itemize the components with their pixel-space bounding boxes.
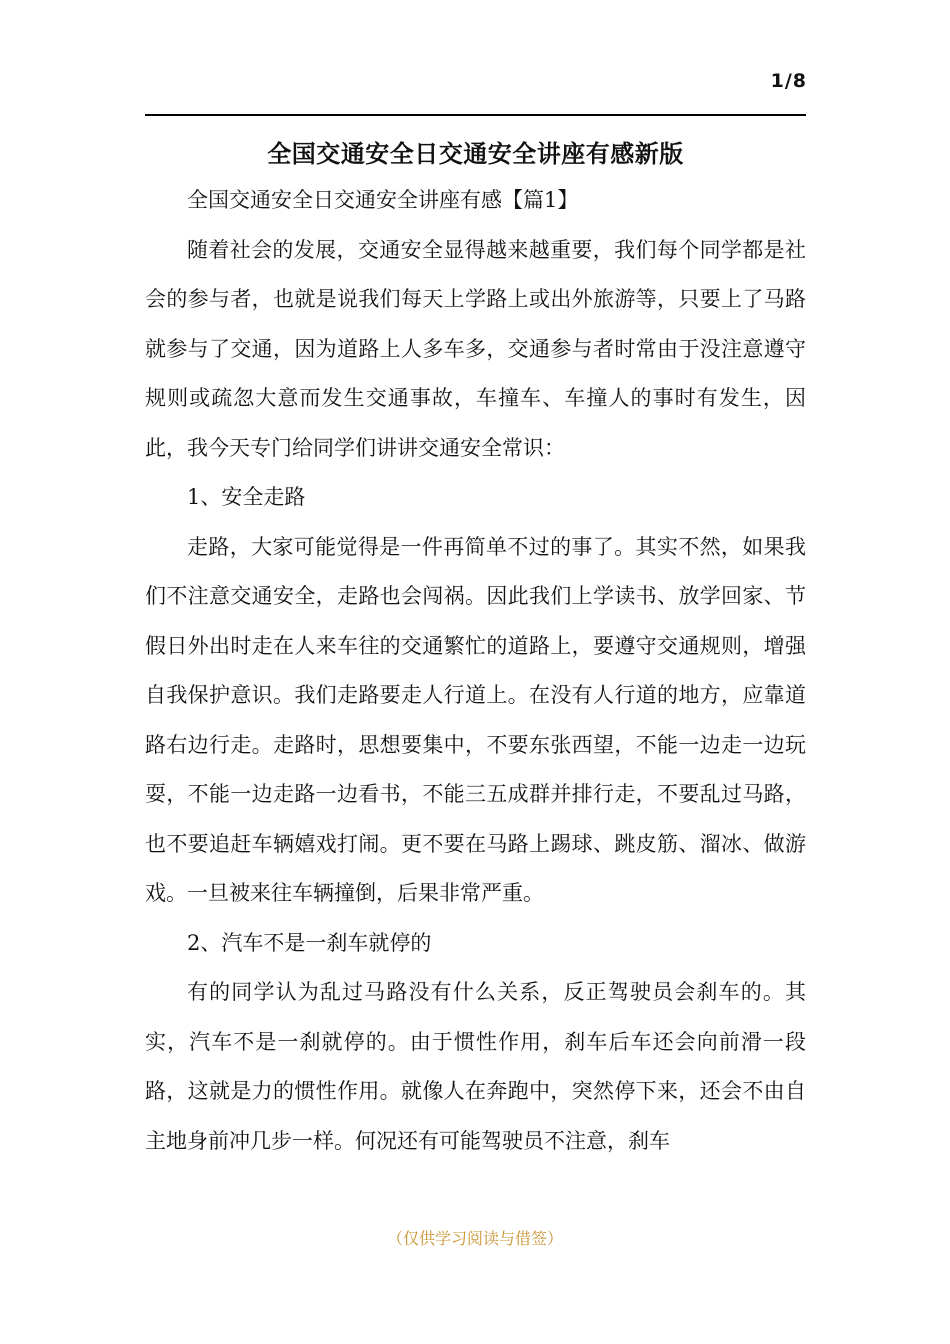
page-number: 1/8: [770, 70, 807, 92]
section-heading-part1: 全国交通安全日交通安全讲座有感【篇1】: [187, 188, 579, 212]
intro-paragraph: 随着社会的发展，交通安全显得越来越重要，我们每个同学都是社会的参与者，也就是说我们每天上学路上或出外旅游等，只要上了马路就参与了交通，因为道路上人多车多，交通参与者时常由于没注意遵守规则或疏忽大意而发生交通事故，车撞车、车撞人的事时有发生，因此，我今天专门给同学们讲讲交通安全常识：: [145, 237, 806, 460]
braking-paragraph: 有的同学认为乱过马路没有什么关系，反正驾驶员会刹车的。其实，汽车不是一刹就停的。由于惯性作用，刹车后车还会向前滑一段路，这就是力的惯性作用。就像人在奔跑中，突然停下来，还会不由自主地身前冲几步一样。何况还有可能驾驶员不注意，刹车: [145, 980, 806, 1153]
footer-note: （仅供学习阅读与借签）: [386, 1229, 563, 1248]
subheading-braking: 2、汽车不是一刹车就停的: [187, 930, 432, 955]
document-body: [145, 132, 806, 1166]
document-title: 全国交通安全日交通安全讲座有感新版: [267, 140, 684, 168]
subheading-safe-walking: 1、安全走路: [187, 485, 306, 509]
header-divider: [145, 114, 806, 116]
walking-paragraph: 走路，大家可能觉得是一件再简单不过的事了。其实不然，如果我们不注意交通安全，走路也会闯祸。因此我们上学读书、放学回家、节假日外出时走在人来车往的交通繁忙的道路上，要遵守交通规则，增强自我保护意识。我们走路要走人行道上。在没有人行道的地方，应靠道路右边行走。走路时，思想要集中，不要东张西望，不能一边走一边玩耍，不能一边走路一边看书，不能三五成群并排行走，不要乱过马路，也不要追赶车辆嬉戏打闹。更不要在马路上踢球、跳皮筋、溜冰、做游戏。一旦被来往车辆撞倒，后果非常严重。: [145, 534, 806, 905]
